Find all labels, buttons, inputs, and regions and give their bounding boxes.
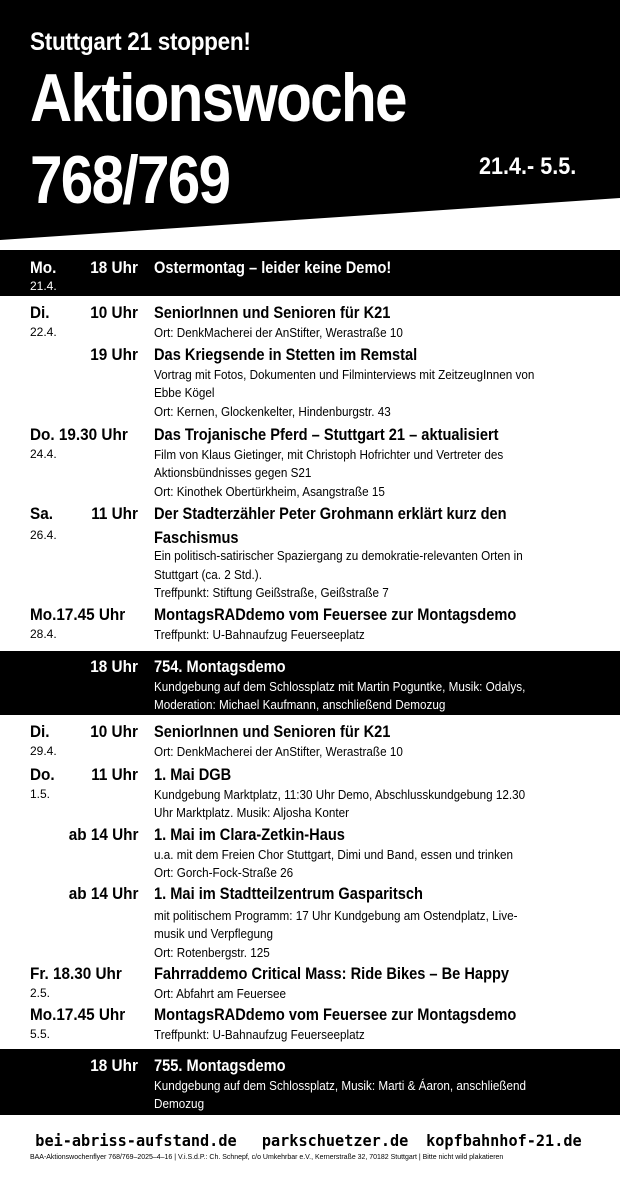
event-detail: Demozug	[154, 1096, 205, 1111]
event-time: ab 14 Uhr	[68, 884, 138, 903]
event-time: ab 14 Uhr	[68, 825, 138, 844]
event-time: 11 Uhr	[91, 765, 138, 784]
event-title: Das Trojanische Pferd – Stuttgart 21 – aktualisiert	[154, 425, 499, 444]
event-title: Der Stadterzähler Peter Grohmann erklärt kurz den	[154, 504, 507, 523]
event-date: 24.4.	[30, 447, 57, 461]
event-detail: Ebbe Kögel	[154, 385, 215, 400]
event-day: Do. 19.30 Uhr	[30, 425, 128, 444]
event-detail: Film von Klaus Gietinger, mit Christoph Hofrichter und Vertreter des	[154, 447, 504, 462]
event-detail: Ort: DenkMacherei der AnStifter, Werastraße 10	[154, 744, 403, 759]
event-title: Ostermontag – leider keine Demo!	[154, 258, 392, 277]
event-title: 754. Montagsdemo	[154, 657, 286, 676]
event-date: 26.4.	[30, 528, 57, 542]
event-title-continued: Faschismus	[154, 528, 239, 547]
event-day: Sa.	[30, 504, 53, 523]
event-detail: Ort: Rotenbergstr. 125	[154, 945, 270, 960]
event-day: Mo.17.45 Uhr	[30, 1005, 126, 1024]
event-detail: Ort: Kernen, Glockenkelter, Hindenburgstr. 43	[154, 404, 391, 419]
event-date: 21.4.	[30, 279, 57, 293]
title-line-2: 768/769	[30, 142, 230, 218]
event-day: Di.	[30, 303, 50, 322]
event-title: 1. Mai im Stadtteilzentrum Gasparitsch	[154, 884, 423, 903]
website-link-bei-abriss-aufstand[interactable]: bei-abriss-aufstand.de	[35, 1131, 237, 1150]
event-row	[0, 884, 620, 964]
event-detail: Ort: DenkMacherei der AnStifter, Werastraße 10	[154, 325, 403, 340]
event-row	[0, 825, 620, 883]
event-title: 1. Mai DGB	[154, 765, 232, 784]
website-link-kopfbahnhof-21[interactable]: kopfbahnhof-21.de	[426, 1131, 582, 1150]
event-row	[0, 504, 620, 604]
event-row	[0, 605, 620, 647]
event-date: 2.5.	[30, 986, 51, 1000]
event-row	[0, 303, 620, 343]
event-detail: Treffpunkt: U-Bahnaufzug Feuerseeplatz	[154, 627, 365, 642]
event-day: Do.	[30, 765, 55, 784]
event-time: 11 Uhr	[91, 504, 138, 523]
event-row	[0, 250, 620, 296]
event-detail: Aktionsbündnisses gegen S21	[154, 465, 312, 480]
event-title: Fahrraddemo Critical Mass: Ride Bikes – Be Happy	[154, 964, 510, 983]
event-date: 28.4.	[30, 627, 57, 641]
event-title: MontagsRADdemo vom Feuersee zur Montagsdemo	[154, 605, 517, 624]
event-row	[0, 964, 620, 1004]
event-row	[0, 651, 620, 715]
event-detail: Kundgebung auf dem Schlossplatz mit Martin Poguntke, Musik: Odalys,	[154, 679, 526, 694]
subtitle: Stuttgart 21 stoppen!	[30, 28, 251, 56]
event-day: Mo.17.45 Uhr	[30, 605, 126, 624]
event-title: 755. Montagsdemo	[154, 1056, 286, 1075]
event-row	[0, 425, 620, 505]
event-title: 1. Mai im Clara-Zetkin-Haus	[154, 825, 345, 844]
event-row	[0, 722, 620, 764]
event-detail: Ort: Gorch-Fock-Straße 26	[154, 865, 294, 880]
event-date: 29.4.	[30, 744, 57, 758]
event-title: SeniorInnen und Senioren für K21	[154, 722, 391, 741]
event-day: Mo.	[30, 258, 57, 277]
event-date: 5.5.	[30, 1027, 51, 1041]
event-detail: Kundgebung auf dem Schlossplatz, Musik: Marti & Áaron, anschließend	[154, 1078, 527, 1093]
header-banner	[0, 0, 620, 250]
title-line-1: Aktionswoche	[30, 60, 406, 136]
event-time: 10 Uhr	[90, 303, 138, 322]
event-detail: mit politischem Programm: 17 Uhr Kundgebung am Ostendplatz, Live-	[154, 908, 518, 923]
event-detail: u.a. mit dem Freien Chor Stuttgart, Dimi und Band, essen und trinken	[154, 847, 513, 862]
event-row	[0, 765, 620, 825]
event-date: 22.4.	[30, 325, 57, 339]
event-title: Das Kriegsende in Stetten im Remstal	[154, 345, 418, 364]
event-detail: Treffpunkt: Stiftung Geißstraße, Geißstraße 7	[154, 585, 389, 600]
event-detail: Stuttgart (ca. 2 Std.).	[154, 567, 262, 582]
event-time: 18 Uhr	[90, 657, 138, 676]
event-day: Fr. 18.30 Uhr	[30, 964, 122, 983]
date-range: 21.4.- 5.5.	[479, 153, 577, 180]
event-detail: Vortrag mit Fotos, Dokumenten und Filminterviews mit ZeitzeugInnen von	[154, 367, 535, 382]
event-detail: Kundgebung Marktplatz, 11:30 Uhr Demo, Abschlusskundgebung 12.30	[154, 787, 526, 802]
event-detail: Uhr Marktplatz. Musik: Aljosha Konter	[154, 805, 350, 820]
event-detail: musik und Verpflegung	[154, 926, 274, 941]
event-detail: Ein politisch-satirischer Spaziergang zu demokratie-relevanten Orten in	[154, 548, 523, 563]
event-time: 19 Uhr	[90, 345, 138, 364]
event-title: MontagsRADdemo vom Feuersee zur Montagsdemo	[154, 1005, 517, 1024]
website-link-parkschuetzer[interactable]: parkschuetzer.de	[261, 1131, 409, 1150]
event-row	[0, 345, 620, 425]
event-date: 1.5.	[30, 787, 51, 801]
event-time: 10 Uhr	[90, 722, 138, 741]
event-row	[0, 1005, 620, 1045]
event-title: SeniorInnen und Senioren für K21	[154, 303, 391, 322]
event-detail: Ort: Abfahrt am Feuersee	[154, 986, 287, 1001]
event-time: 18 Uhr	[90, 258, 138, 277]
event-detail: Ort: Kinothek Obertürkheim, Asangstraße 15	[154, 484, 385, 499]
imprint-text: BAA-Aktionswochenflyer 768/769–2025–4–16 | V.i.S.d.P.: Ch. Schnepf, c/o Umkehrbar e.V., Kernerstraße 32, 70182 Stuttgart | Bitte nicht wild plakatieren	[30, 1152, 504, 1161]
event-row	[0, 1049, 620, 1115]
event-detail: Moderation: Michael Kaufmann, anschließend Demozug	[154, 697, 446, 712]
event-detail: Treffpunkt: U-Bahnaufzug Feuerseeplatz	[154, 1027, 365, 1042]
event-time: 18 Uhr	[90, 1056, 138, 1075]
event-day: Di.	[30, 722, 50, 741]
